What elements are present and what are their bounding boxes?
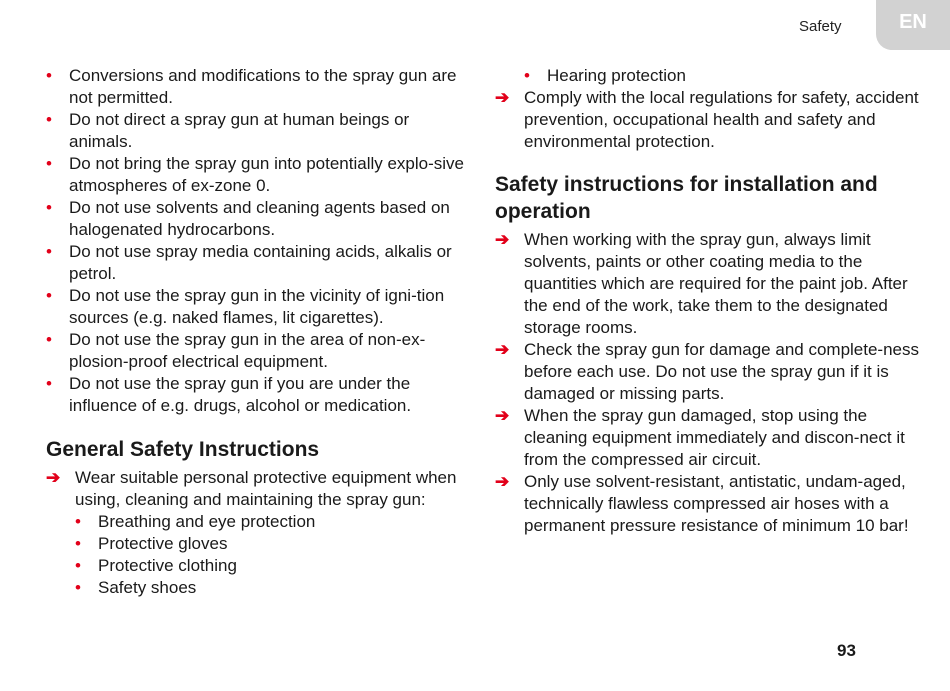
list-item-text: Do not use solvents and cleaning agents based on halogenated hydrocarbons. (69, 198, 450, 239)
prohibitions-list (46, 65, 470, 417)
language-tab: EN (876, 0, 950, 50)
list-item-text: Check the spray gun for damage and complete-ness before each use. Do not use the spray gun if it is damaged or missing parts. (524, 340, 920, 403)
page-number: 93 (837, 641, 856, 660)
list-item-text: Do not use the spray gun if you are under the influence of e.g. drugs, alcohol or medication. (69, 374, 412, 415)
list-item (46, 241, 470, 285)
list-item-text: When working with the spray gun, always limit solvents, paints or other coating media to the quantities which are required for the paint job. After the end of the work, take them to the designated storage rooms. (524, 230, 908, 337)
bullet-icon: • (75, 512, 81, 531)
arrow-right-icon: ➔ (495, 88, 510, 107)
list-item-text: Only use solvent-resistant, antistatic, undam-aged, technically flawless compressed air hoses with a permanent pressure resistance of minimum 10 bar! (524, 472, 909, 535)
bullet-icon: • (46, 374, 52, 393)
list-item-text: Do not direct a spray gun at human beings or animals. (69, 110, 410, 151)
list-item-text: Safety shoes (98, 578, 197, 597)
list-item (46, 329, 470, 373)
ppe-list (75, 511, 470, 599)
list-item-text: Comply with the local regulations for safety, accident prevention, occupational health and safety and environmental protection. (524, 88, 919, 151)
list-item (495, 87, 920, 153)
list-item (46, 467, 470, 511)
list-item (75, 555, 470, 577)
bullet-icon: • (46, 198, 52, 217)
right-column (495, 65, 920, 537)
general-instructions-list (46, 467, 470, 511)
left-column (46, 65, 470, 599)
list-item-text: Do not bring the spray gun into potentially explo-sive atmospheres of ex-zone 0. (69, 154, 465, 195)
list-item-text: Breathing and eye protection (98, 512, 316, 531)
arrow-right-icon: ➔ (46, 468, 61, 487)
list-item (495, 339, 920, 405)
section-title: Safety (799, 18, 842, 35)
bullet-icon: • (75, 578, 81, 597)
list-item-text: Do not use the spray gun in the area of non-ex-plosion-proof electrical equipment. (69, 330, 426, 371)
list-item (46, 285, 470, 329)
regulations-list (495, 87, 920, 153)
general-safety-heading: General Safety Instructions (46, 438, 320, 461)
list-item-text: Protective gloves (98, 534, 228, 553)
list-item (46, 197, 470, 241)
bullet-icon: • (46, 110, 52, 129)
bullet-icon: • (46, 154, 52, 173)
list-item-text: Hearing protection (547, 66, 686, 85)
list-item-text: Do not use spray media containing acids, alkalis or petrol. (69, 242, 452, 283)
installation-heading: Safety instructions for installation and operation (495, 173, 878, 223)
list-item (46, 373, 470, 417)
bullet-icon: • (46, 242, 52, 261)
bullet-icon: • (46, 286, 52, 305)
bullet-icon: • (75, 556, 81, 575)
list-item-text: Conversions and modifications to the spray gun are not permitted. (69, 66, 457, 107)
list-item (46, 153, 470, 197)
list-item (46, 65, 470, 109)
arrow-right-icon: ➔ (495, 230, 510, 249)
bullet-icon: • (75, 534, 81, 553)
list-item-text: Protective clothing (98, 556, 237, 575)
arrow-right-icon: ➔ (495, 472, 510, 491)
ppe-list-continued (524, 65, 920, 87)
list-item (495, 471, 920, 537)
list-item (75, 533, 470, 555)
arrow-right-icon: ➔ (495, 406, 510, 425)
installation-list (495, 229, 920, 537)
list-item-text: When the spray gun damaged, stop using the cleaning equipment immediately and discon-nect it from the compressed air circuit. (524, 406, 905, 469)
bullet-icon: • (524, 66, 530, 85)
list-item (75, 577, 470, 599)
bullet-icon: • (46, 330, 52, 349)
arrow-right-icon: ➔ (495, 340, 510, 359)
bullet-icon: • (46, 66, 52, 85)
list-item (495, 405, 920, 471)
list-item (524, 65, 920, 87)
list-item-text: Wear suitable personal protective equipment when using, cleaning and maintaining the spray gun: (75, 468, 457, 509)
list-item (46, 109, 470, 153)
list-item (495, 229, 920, 339)
list-item (75, 511, 470, 533)
list-item-text: Do not use the spray gun in the vicinity of igni-tion sources (e.g. naked flames, lit cigarettes). (69, 286, 445, 327)
